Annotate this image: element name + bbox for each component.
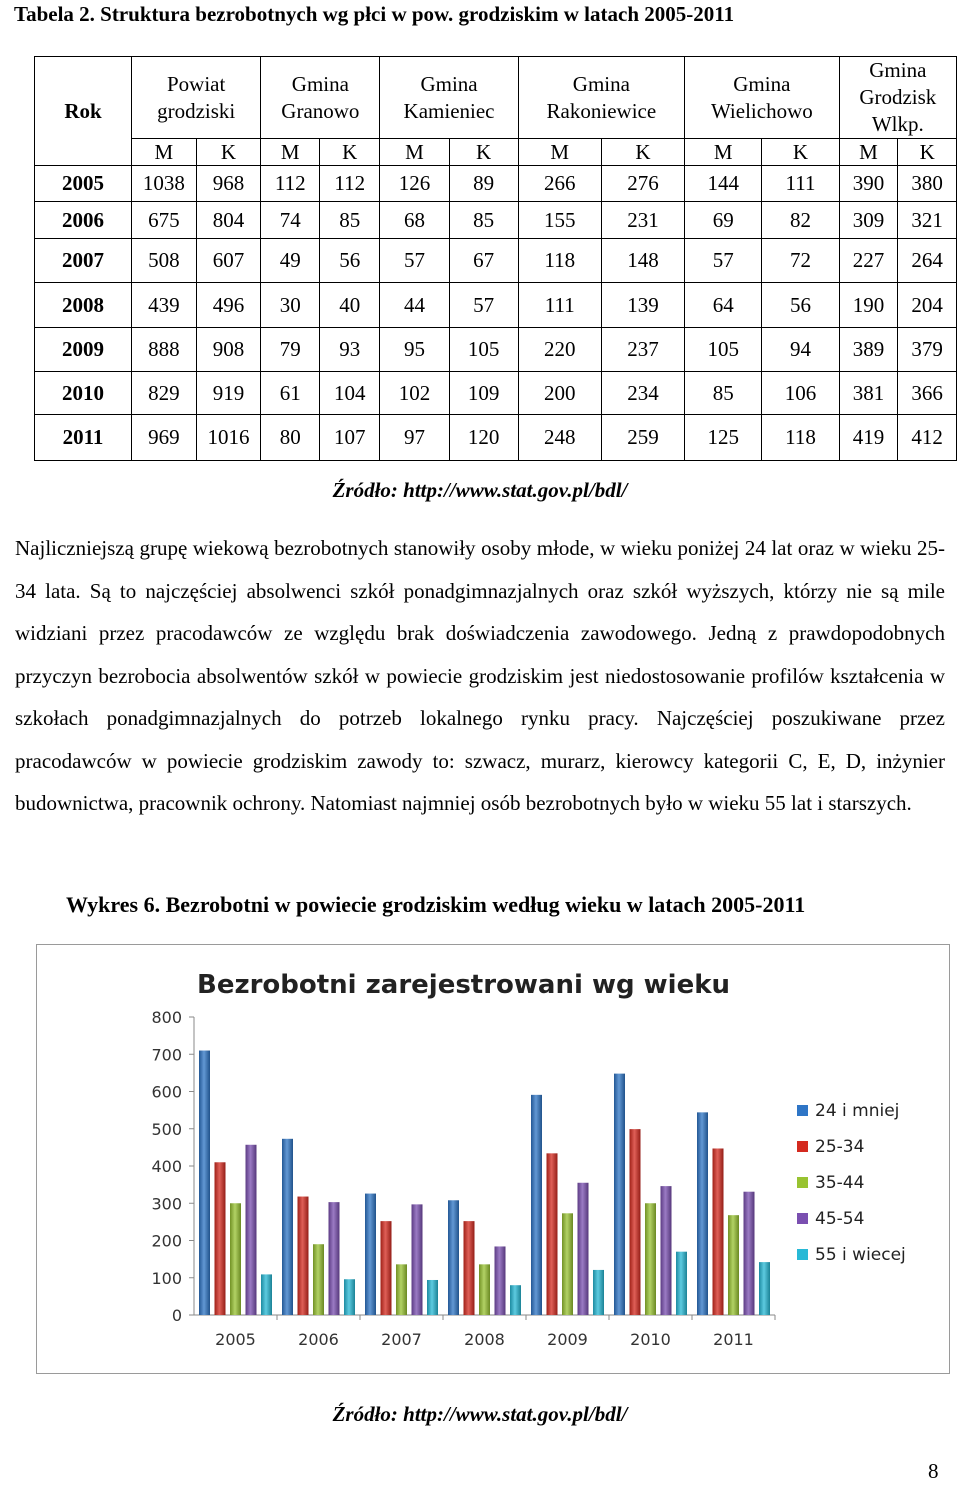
row-year: 2009 <box>35 328 132 372</box>
row-year: 2006 <box>35 202 132 239</box>
body-paragraph: Najliczniejszą grupę wiekową bezrobotnych stanowiły osoby młode, w wieku poniżej 24 lat oraz w wieku 25-34 lata. Są to najczęściej absolwenci szkół ponadgimnazjalnych oraz szkół wyższych, którzy nie są mile widziani przez pracodawców ze względu brak doświadczenia zawodowego. Jedną z prawdopodobnych przyczyn bezrobocia absolwentów szkół w powiecie grodziskim jest niedostosowanie profilów kształcenia w szkołach ponadgimnazjalnych do potrzeb lokalnego rynku pracy. Najczęściej poszukiwane przez pracodawców w powiecie grodziskim zawody to: szwacz, murarz, kierowcy kategorii C, E, D, inżynier budownictwa, pracownik ochrony. Natomiast najmniej osób bezrobotnych było w wieku 55 lat i starszych. <box>15 536 945 815</box>
y-tick-label: 500 <box>151 1119 182 1139</box>
table-cell: 190 <box>839 283 898 328</box>
bar <box>464 1221 475 1315</box>
table-title: Tabela 2. Struktura bezrobotnych wg płci w pow. grodziskim w latach 2005-2011 <box>14 2 735 26</box>
table-cell: 309 <box>839 202 898 239</box>
y-tick-label: 400 <box>151 1157 182 1176</box>
table-cell: 227 <box>839 239 898 283</box>
header-line: Wielichowo <box>710 98 813 123</box>
y-tick-label: 100 <box>151 1268 182 1288</box>
bar <box>531 1095 542 1315</box>
header-group <box>518 57 684 139</box>
bar <box>344 1279 355 1315</box>
header-line: grodziski <box>157 98 236 123</box>
table-cell: 126 <box>380 166 449 202</box>
table-cell: 237 <box>601 328 684 372</box>
table-cell: 118 <box>518 239 601 283</box>
table-cell: 118 <box>762 415 839 461</box>
source-note-chart: Źródło: http://www.stat.gov.pl/bdl/ <box>332 1402 628 1426</box>
table-cell: 109 <box>449 372 518 415</box>
table-cell: 919 <box>196 372 261 415</box>
table-subheader-row <box>35 139 957 166</box>
table-cell: 508 <box>132 239 197 283</box>
table-cell: 94 <box>762 328 839 372</box>
table-cell: 79 <box>261 328 320 372</box>
table-cell: 85 <box>449 202 518 239</box>
x-tick-label: 2011 <box>713 1330 754 1349</box>
table-cell: 390 <box>839 166 898 202</box>
bar <box>282 1139 293 1315</box>
table-cell: 968 <box>196 166 261 202</box>
header-m: M <box>132 139 197 166</box>
bar <box>313 1244 324 1315</box>
bar <box>381 1221 392 1315</box>
bar <box>614 1074 625 1315</box>
table-cell: 1016 <box>196 415 261 461</box>
table-cell: 379 <box>898 328 957 372</box>
table-cell: 321 <box>898 202 957 239</box>
bar <box>298 1197 309 1315</box>
y-tick-label: 300 <box>151 1194 182 1214</box>
row-year: 2008 <box>35 283 132 328</box>
x-tick-label: 2009 <box>547 1330 588 1349</box>
table-cell: 266 <box>518 166 601 202</box>
table-cell: 607 <box>196 239 261 283</box>
x-tick-label: 2010 <box>630 1330 671 1349</box>
x-tick-label: 2008 <box>464 1330 505 1349</box>
header-line: Powiat <box>167 71 226 96</box>
header-line: Rakoniewice <box>546 98 657 123</box>
table-cell: 93 <box>320 328 380 372</box>
table-header-row <box>35 57 957 139</box>
header-group <box>839 57 956 139</box>
legend-swatch <box>797 1213 808 1224</box>
legend-label: 45-54 <box>815 1209 865 1229</box>
row-year: 2010 <box>35 372 132 415</box>
table-cell: 64 <box>685 283 762 328</box>
header-group <box>261 57 380 139</box>
header-group <box>685 57 840 139</box>
bar <box>495 1246 506 1315</box>
table-cell: 155 <box>518 202 601 239</box>
bar <box>697 1112 708 1315</box>
x-tick-label: 2005 <box>215 1330 256 1349</box>
table-cell: 389 <box>839 328 898 372</box>
bar <box>562 1213 573 1315</box>
header-line: Granowo <box>281 98 360 123</box>
table-cell: 57 <box>685 239 762 283</box>
legend-label: 35-44 <box>815 1173 865 1193</box>
y-tick-label: 600 <box>151 1082 182 1102</box>
table-cell: 120 <box>449 415 518 461</box>
table-cell: 57 <box>380 239 449 283</box>
table-cell: 234 <box>601 372 684 415</box>
table-row <box>35 328 957 372</box>
header-k: K <box>196 139 261 166</box>
bar <box>261 1274 272 1315</box>
header-m: M <box>518 139 601 166</box>
header-m: M <box>380 139 449 166</box>
table-cell: 44 <box>380 283 449 328</box>
table-cell: 380 <box>898 166 957 202</box>
bar <box>396 1264 407 1315</box>
table-cell: 231 <box>601 202 684 239</box>
header-line: Kamieniec <box>403 98 495 123</box>
table-cell: 804 <box>196 202 261 239</box>
bar <box>676 1252 687 1315</box>
bar <box>427 1280 438 1315</box>
header-line: Wlkp. <box>871 112 924 136</box>
header-line: Gmina <box>572 71 630 96</box>
table-cell: 220 <box>518 328 601 372</box>
header-line: Gmina <box>869 58 927 82</box>
table-cell: 102 <box>380 372 449 415</box>
header-k: K <box>762 139 839 166</box>
figure-title: Wykres 6. Bezrobotni w powiecie grodziskim według wieku w latach 2005-2011 <box>66 892 806 917</box>
table-cell: 112 <box>320 166 380 202</box>
row-year: 2011 <box>35 415 132 461</box>
table-cell: 97 <box>380 415 449 461</box>
header-k: K <box>898 139 957 166</box>
table-row <box>35 166 957 202</box>
table-cell: 111 <box>762 166 839 202</box>
page-number: 8 <box>928 1459 939 1483</box>
table-cell: 276 <box>601 166 684 202</box>
legend-label: 24 i mniej <box>815 1101 900 1121</box>
table-cell: 105 <box>449 328 518 372</box>
table-cell: 111 <box>518 283 601 328</box>
table-row <box>35 372 957 415</box>
header-line: Grodzisk <box>859 85 937 109</box>
table-cell: 888 <box>132 328 197 372</box>
bar <box>479 1264 490 1315</box>
table-cell: 381 <box>839 372 898 415</box>
table-cell: 85 <box>685 372 762 415</box>
table-cell: 908 <box>196 328 261 372</box>
bar <box>547 1153 558 1315</box>
table-cell: 366 <box>898 372 957 415</box>
table-cell: 148 <box>601 239 684 283</box>
table-cell: 104 <box>320 372 380 415</box>
legend-swatch <box>797 1249 808 1260</box>
table-cell: 40 <box>320 283 380 328</box>
header-k: K <box>601 139 684 166</box>
row-year: 2007 <box>35 239 132 283</box>
table-cell: 675 <box>132 202 197 239</box>
bar <box>246 1145 257 1315</box>
bar <box>593 1270 604 1315</box>
table-cell: 69 <box>685 202 762 239</box>
bar <box>630 1129 641 1315</box>
table-cell: 49 <box>261 239 320 283</box>
table-cell: 57 <box>449 283 518 328</box>
header-group <box>132 57 261 139</box>
x-tick-label: 2006 <box>298 1330 339 1349</box>
table-cell: 68 <box>380 202 449 239</box>
bar <box>713 1148 724 1315</box>
bar <box>199 1051 210 1315</box>
y-tick-label: 700 <box>151 1045 182 1065</box>
table-cell: 144 <box>685 166 762 202</box>
table-cell: 105 <box>685 328 762 372</box>
table-cell: 139 <box>601 283 684 328</box>
table-cell: 56 <box>320 239 380 283</box>
bar <box>578 1183 589 1315</box>
table-cell: 259 <box>601 415 684 461</box>
bar <box>661 1186 672 1315</box>
table-cell: 248 <box>518 415 601 461</box>
header-k: K <box>320 139 380 166</box>
header-line: Gmina <box>420 71 478 96</box>
bar <box>412 1204 423 1315</box>
table-cell: 56 <box>762 283 839 328</box>
y-tick-label: 200 <box>151 1231 182 1251</box>
bar <box>448 1200 459 1315</box>
table-cell: 80 <box>261 415 320 461</box>
header-m: M <box>839 139 898 166</box>
table-cell: 30 <box>261 283 320 328</box>
header-line: Gmina <box>291 71 349 96</box>
table-cell: 204 <box>898 283 957 328</box>
table-row <box>35 415 957 461</box>
legend-swatch <box>797 1105 808 1116</box>
table-cell: 95 <box>380 328 449 372</box>
table-cell: 829 <box>132 372 197 415</box>
source-note-table: Źródło: http://www.stat.gov.pl/bdl/ <box>332 478 628 502</box>
header-k: K <box>449 139 518 166</box>
table-cell: 969 <box>132 415 197 461</box>
bar <box>510 1285 521 1315</box>
table-cell: 125 <box>685 415 762 461</box>
header-m: M <box>685 139 762 166</box>
table-cell: 67 <box>449 239 518 283</box>
header-line: Gmina <box>733 71 791 96</box>
chart-title: Bezrobotni zarejestrowani wg wieku <box>197 970 730 1000</box>
y-tick-label: 800 <box>151 1008 182 1027</box>
age-bar-chart <box>37 945 949 1373</box>
bar <box>215 1162 226 1315</box>
table-row <box>35 239 957 283</box>
table-cell: 112 <box>261 166 320 202</box>
bar <box>329 1202 340 1315</box>
legend-label: 25-34 <box>815 1137 865 1157</box>
bar <box>728 1215 739 1315</box>
header-m: M <box>261 139 320 166</box>
table-cell: 1038 <box>132 166 197 202</box>
table-cell: 106 <box>762 372 839 415</box>
table-cell: 89 <box>449 166 518 202</box>
table-cell: 264 <box>898 239 957 283</box>
bar <box>645 1203 656 1315</box>
table-row <box>35 283 957 328</box>
table-cell: 82 <box>762 202 839 239</box>
unemployment-gender-table <box>34 56 957 461</box>
table-cell: 61 <box>261 372 320 415</box>
table-cell: 74 <box>261 202 320 239</box>
x-tick-label: 2007 <box>381 1330 422 1349</box>
legend-swatch <box>797 1177 808 1188</box>
row-year: 2005 <box>35 166 132 202</box>
chart-frame <box>36 944 950 1374</box>
y-tick-label: 0 <box>171 1306 182 1325</box>
table-row <box>35 202 957 239</box>
table-cell: 439 <box>132 283 197 328</box>
bar <box>759 1262 770 1315</box>
table-cell: 496 <box>196 283 261 328</box>
bar <box>230 1203 241 1315</box>
legend-swatch <box>797 1141 808 1152</box>
table-cell: 72 <box>762 239 839 283</box>
bar <box>365 1194 376 1315</box>
table-cell: 419 <box>839 415 898 461</box>
table-cell: 85 <box>320 202 380 239</box>
table-cell: 200 <box>518 372 601 415</box>
bar <box>744 1192 755 1315</box>
table-cell: 412 <box>898 415 957 461</box>
table-cell: 107 <box>320 415 380 461</box>
header-rok: Rok <box>35 57 132 166</box>
legend-label: 55 i wiecej <box>815 1245 906 1265</box>
header-group <box>380 57 518 139</box>
